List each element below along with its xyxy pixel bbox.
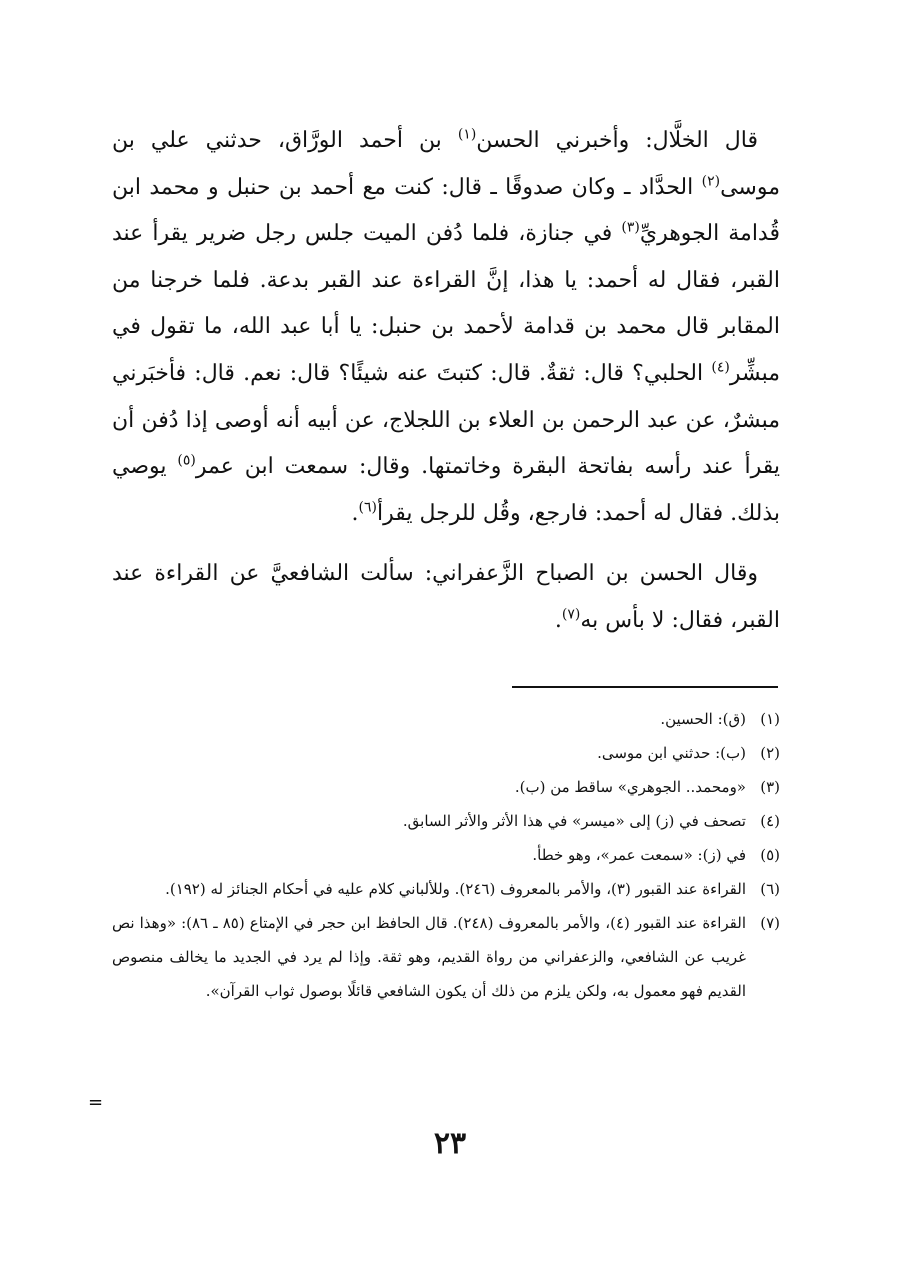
text-run: يوصي بذلك. فقال له أحمد: فارجع، وقُل للرجل يقرأ <box>112 454 780 526</box>
footnote-number: (٢) <box>760 744 780 762</box>
footnote-separator <box>512 686 778 688</box>
text-run: في جنازة، فلما دُفن الميت جلس رجل ضرير يقرأ عند القبر، فقال له أحمد: يا هذا، إنَّ القراءة عند القبر بدعة. فلما خرجنا من المقابر قال محمد بن قدامة لأحمد بن حنبل: يا أبا عبد الله، ما تقول في مبشِّر <box>112 221 780 386</box>
footnote-number: (٥) <box>760 846 780 864</box>
footnote-1 <box>112 702 780 736</box>
footnote-text: القراءة عند القبور (٤)، والأمر بالمعروف (٢٤٨). قال الحافظ ابن حجر في الإمتاع (٨٥ ـ ٨٦): «وهذا نص غريب عن الشافعي، والزعفراني من رواة القديم، وهو ثقة. وإذا لم يرد في الجديد ما يخالف منصوص القديم فهو معمول به، ولكن يلزم من ذلك أن يكون الشافعي قائلًا بوصول ثواب القرآن». <box>112 914 746 1000</box>
footnote-text: القراءة عند القبور (٣)، والأمر بالمعروف (٢٤٦). وللألباني كلام عليه في أحكام الجنائز له (١٩٢). <box>165 880 746 898</box>
paragraph-1 <box>112 118 780 537</box>
text-run: بن أحمد الورَّاق، حدثني علي بن موسى <box>112 128 780 200</box>
text-run: الحدَّاد ـ وكان صدوقًا ـ قال: كنت مع أحمد بن حنبل و محمد ابن قُدامة الجوهريِّ <box>112 174 780 247</box>
footnote-ref-7[interactable]: (٧) <box>561 606 581 623</box>
footnote-text: (ق): الحسين. <box>660 710 746 728</box>
text-run: . <box>554 607 562 633</box>
footnote-text: «ومحمد.. الجوهري» ساقط من (ب). <box>514 778 746 796</box>
footnote-3 <box>112 770 780 804</box>
footnote-text: تصحف في (ز) إلى «ميسر» في هذا الأثر والأثر السابق. <box>402 812 746 830</box>
footnote-number: (٧) <box>760 914 780 932</box>
footnote-2 <box>112 736 780 770</box>
footnote-5 <box>112 838 780 872</box>
footnote-text: (ب): حدثني ابن موسى. <box>597 744 746 762</box>
text-run: الحلبي؟ قال: ثقةٌ. قال: كتبتَ عنه شيئًا؟ قال: نعم. قال: فأخبَرني مبشرٌ، عن عبد الرحمن بن العلاء بن اللجلاج، عن أبيه أنه أوصى إذا دُفن أن يقرأ عند رأسه بفاتحة البقرة وخاتمتها. وقال: سمعت ابن عمر <box>112 360 780 480</box>
footnote-number: (٦) <box>760 880 780 898</box>
footnote-7 <box>112 906 780 1008</box>
footnote-ref-1[interactable]: (١) <box>457 126 477 143</box>
footnote-6 <box>112 872 780 906</box>
continuation-mark: = <box>88 1092 104 1113</box>
footnote-number: (١) <box>760 710 780 728</box>
footnote-ref-5[interactable]: (٥) <box>177 452 196 469</box>
text-run: وقال الحسن بن الصباح الزَّعفراني: سألت الشافعيَّ عن القراءة عند القبر، فقال: لا بأس به <box>112 561 780 633</box>
paragraph-2 <box>112 551 780 644</box>
footnote-ref-3[interactable]: (٣) <box>621 219 640 236</box>
page-number: ٢٣ <box>433 1126 467 1161</box>
footnote-4 <box>112 804 780 838</box>
footnote-number: (٤) <box>760 812 780 830</box>
footnote-number: (٣) <box>760 778 780 796</box>
main-text <box>112 118 780 645</box>
text-run: قال الخلَّال: وأخبرني الحسن <box>476 128 758 153</box>
footnote-ref-4[interactable]: (٤) <box>711 359 730 376</box>
text-run: . <box>351 500 359 526</box>
footnote-text: في (ز): «سمعت عمر»، وهو خطأ. <box>532 846 746 864</box>
footnote-ref-6[interactable]: (٦) <box>358 499 377 516</box>
footnotes <box>112 702 780 1008</box>
footnote-ref-2[interactable]: (٢) <box>701 173 721 190</box>
